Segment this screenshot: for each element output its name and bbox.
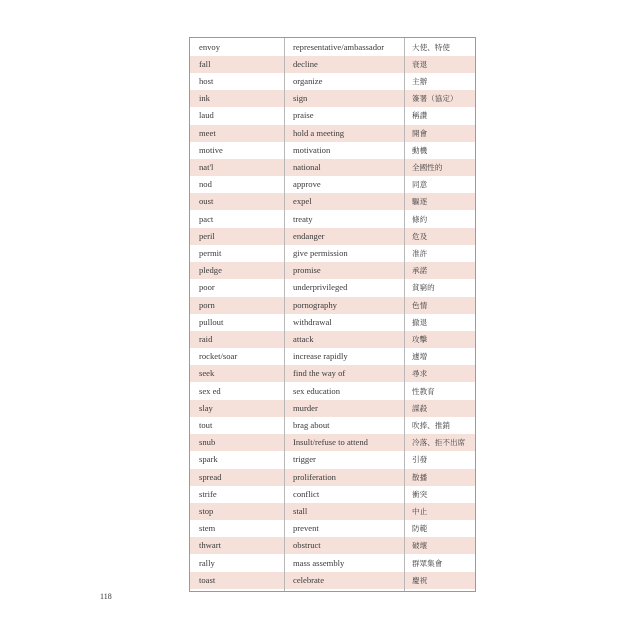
plain-english: obstruct bbox=[293, 540, 321, 551]
headline-word: poor bbox=[199, 282, 215, 293]
table-row bbox=[190, 142, 475, 159]
plain-english: increase rapidly bbox=[293, 351, 348, 362]
headline-word: fall bbox=[199, 58, 211, 69]
headline-word: meet bbox=[199, 127, 216, 138]
table-row bbox=[190, 211, 475, 228]
headline-word: laud bbox=[199, 110, 214, 121]
table-row bbox=[190, 555, 475, 572]
plain-english: stall bbox=[293, 505, 308, 516]
chinese-translation: 主辦 bbox=[412, 76, 428, 86]
headline-word: host bbox=[199, 75, 214, 86]
chinese-translation: 謀殺 bbox=[412, 403, 428, 413]
chinese-translation: 簽署（協定） bbox=[412, 94, 458, 104]
table-row bbox=[190, 228, 475, 245]
plain-english: approve bbox=[293, 179, 321, 190]
plain-english: find the way of bbox=[293, 368, 346, 379]
chinese-translation: 衰退 bbox=[412, 59, 428, 69]
table-row bbox=[190, 469, 475, 486]
table-row bbox=[190, 159, 475, 176]
headline-word: stop bbox=[199, 505, 214, 516]
chinese-translation: 准許 bbox=[412, 248, 428, 258]
table-row bbox=[190, 486, 475, 503]
plain-english: treaty bbox=[293, 213, 313, 224]
chinese-translation: 撤退 bbox=[412, 317, 428, 327]
table-row bbox=[190, 107, 475, 124]
chinese-translation: 色情 bbox=[412, 300, 428, 310]
chinese-translation: 吹捧、推銷 bbox=[412, 420, 450, 430]
headline-word: sex ed bbox=[199, 385, 221, 396]
headline-word: permit bbox=[199, 247, 222, 258]
table-row bbox=[190, 400, 475, 417]
headline-word: pact bbox=[199, 213, 214, 224]
table-row bbox=[190, 245, 475, 262]
table-row bbox=[190, 279, 475, 296]
plain-english: withdrawal bbox=[293, 316, 332, 327]
plain-english: pornography bbox=[293, 299, 337, 310]
table-row bbox=[190, 520, 475, 537]
plain-english: endanger bbox=[293, 230, 325, 241]
table-row bbox=[190, 537, 475, 554]
table-row bbox=[190, 262, 475, 279]
table-row bbox=[190, 572, 475, 589]
page-number: 118 bbox=[100, 592, 112, 601]
table-row bbox=[190, 125, 475, 142]
chinese-translation: 貧窮的 bbox=[412, 283, 435, 293]
chinese-translation: 尋求 bbox=[412, 369, 428, 379]
headline-word: pledge bbox=[199, 265, 222, 276]
table-row bbox=[190, 383, 475, 400]
table-row bbox=[190, 73, 475, 90]
plain-english: murder bbox=[293, 402, 318, 413]
plain-english: attack bbox=[293, 333, 314, 344]
plain-english: celebrate bbox=[293, 574, 325, 585]
table-row bbox=[190, 417, 475, 434]
chinese-translation: 散播 bbox=[412, 472, 428, 482]
plain-english: expel bbox=[293, 196, 312, 207]
table-row bbox=[190, 434, 475, 451]
chinese-translation: 大使、特使 bbox=[412, 42, 450, 52]
headline-word: raid bbox=[199, 333, 213, 344]
chinese-translation: 驅逐 bbox=[412, 197, 428, 207]
table-row bbox=[190, 90, 475, 107]
plain-english: praise bbox=[293, 110, 314, 121]
headline-word: nod bbox=[199, 179, 212, 190]
headline-word: snub bbox=[199, 437, 216, 448]
headline-word: oust bbox=[199, 196, 214, 207]
table-row bbox=[190, 331, 475, 348]
chinese-translation: 防範 bbox=[412, 524, 428, 534]
plain-english: conflict bbox=[293, 488, 320, 499]
plain-english: hold a meeting bbox=[293, 127, 345, 138]
chinese-translation: 條約 bbox=[412, 214, 428, 224]
chinese-translation: 全國性的 bbox=[412, 162, 443, 172]
headline-word: stem bbox=[199, 523, 216, 534]
table-row bbox=[190, 503, 475, 520]
headline-word: rally bbox=[199, 557, 215, 568]
headline-word: tout bbox=[199, 419, 213, 430]
plain-english: decline bbox=[293, 58, 318, 69]
headline-word: thwart bbox=[199, 540, 221, 551]
plain-english: representative/ambassador bbox=[293, 41, 385, 52]
plain-english: Insult/refuse to attend bbox=[293, 437, 368, 448]
chinese-translation: 衝突 bbox=[412, 489, 428, 499]
plain-english: sign bbox=[293, 93, 308, 104]
plain-english: sex education bbox=[293, 385, 341, 396]
chinese-translation: 性教育 bbox=[412, 386, 435, 396]
headline-word: spark bbox=[199, 454, 218, 465]
plain-english: promise bbox=[293, 265, 321, 276]
table-row bbox=[190, 176, 475, 193]
headline-word: porn bbox=[199, 299, 215, 310]
plain-english: proliferation bbox=[293, 471, 336, 482]
plain-english: underprivileged bbox=[293, 282, 348, 293]
headline-word: slay bbox=[199, 402, 213, 413]
chinese-translation: 慶祝 bbox=[412, 575, 428, 585]
chinese-translation: 承諾 bbox=[412, 266, 428, 276]
plain-english: trigger bbox=[293, 454, 316, 465]
table-row bbox=[190, 314, 475, 331]
chinese-translation: 攻擊 bbox=[412, 334, 428, 344]
chinese-translation: 危及 bbox=[412, 231, 428, 241]
chinese-translation: 開會 bbox=[412, 128, 428, 138]
chinese-translation: 引發 bbox=[412, 455, 428, 465]
headline-word: ink bbox=[199, 93, 210, 104]
headline-word: peril bbox=[199, 230, 215, 241]
chinese-translation: 冷落、拒不出席 bbox=[412, 438, 466, 448]
table-row bbox=[190, 39, 475, 56]
headline-word: seek bbox=[199, 368, 215, 379]
headline-word: pullout bbox=[199, 316, 224, 327]
plain-english: mass assembly bbox=[293, 557, 345, 568]
plain-english: organize bbox=[293, 75, 323, 86]
table-row bbox=[190, 451, 475, 468]
table-row bbox=[190, 297, 475, 314]
headline-word: spread bbox=[199, 471, 222, 482]
chinese-translation: 同意 bbox=[412, 180, 428, 190]
chinese-translation: 群眾集會 bbox=[412, 558, 443, 568]
chinese-translation: 稱讚 bbox=[412, 111, 428, 121]
headline-word: strife bbox=[199, 488, 217, 499]
headline-word: nat'l bbox=[199, 161, 214, 172]
headline-word: rocket/soar bbox=[199, 351, 238, 362]
chinese-translation: 遽增 bbox=[412, 352, 428, 362]
table-row bbox=[190, 193, 475, 210]
plain-english: brag about bbox=[293, 419, 330, 430]
vocabulary-table bbox=[189, 37, 476, 592]
headline-word: motive bbox=[199, 144, 223, 155]
plain-english: national bbox=[293, 161, 321, 172]
table-row bbox=[190, 365, 475, 382]
column-divider bbox=[284, 38, 285, 591]
chinese-translation: 中止 bbox=[412, 506, 428, 516]
plain-english: give permission bbox=[293, 247, 348, 258]
plain-english: motivation bbox=[293, 144, 331, 155]
headline-word: envoy bbox=[199, 41, 221, 52]
plain-english: prevent bbox=[293, 523, 319, 534]
table-row bbox=[190, 348, 475, 365]
headline-word: toast bbox=[199, 574, 216, 585]
column-divider bbox=[404, 38, 405, 591]
table-row bbox=[190, 56, 475, 73]
chinese-translation: 破壞 bbox=[412, 541, 428, 551]
chinese-translation: 動機 bbox=[412, 145, 428, 155]
